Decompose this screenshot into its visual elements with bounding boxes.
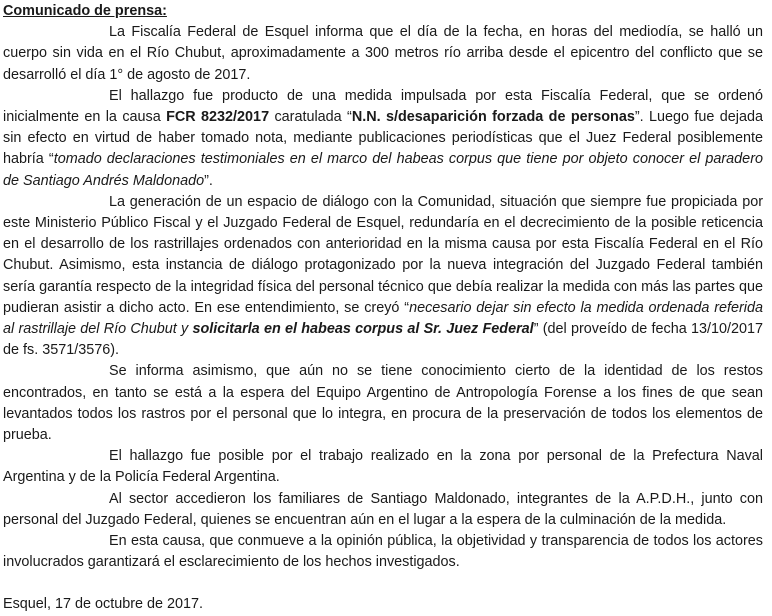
text-run: El hallazgo fue posible por el trabajo realizado en la zona por personal de la Prefectura Naval Argentina y de la Policía Federal Argentina. (3, 448, 763, 486)
paragraph (3, 192, 763, 362)
text-run: Al sector accedieron los familiares de Santiago Maldonado, integrantes de la A.P.D.H., junto con personal del Juzgado Federal, quienes se encuentran aún en el lugar a la espera de la culminación de la medida. (3, 490, 763, 528)
text-run: El hallazgo fue producto de una medida impulsada por esta Fiscalía Federal, que se ordenó inicialmente en la causa (3, 87, 763, 126)
text-run: FCR 8232/2017 (166, 109, 270, 126)
text-run: N.N. s/desaparición forzada de personas (351, 109, 635, 126)
paragraph (3, 531, 763, 573)
text-run: ”. Luego fue dejada sin efecto en virtud de haber tomado nota, mediante publicaciones periodísticas que el Juez Federal posiblemente habría “ (3, 109, 763, 168)
text-run: necesario dejar sin efecto la medida ordenada referida al rastrillaje del Río Chubut y (3, 299, 763, 338)
paragraph (3, 489, 763, 531)
text-run: La generación de un espacio de diálogo con la Comunidad, situación que siempre fue propiciada por este Ministerio Público Fiscal y el Juzgado Federal de Esquel, redundaría en el decrecimiento de la posible reticencia en el desarrollo de los rastrillajes ordenados con anterioridad en la misma causa por esta Fiscalía Federal en el Río Chubut. Asimismo, esta instancia de diálogo protagonizado por la nueva integración del Juzgado Federal también sería garantía respecto de la integridad física del personal técnico que debía realizar la medida con más las partes que pudieran asistir a dicho acto. En ese entendimiento, se creyó “ (3, 193, 763, 316)
paragraph (3, 86, 763, 192)
text-run: ”. (204, 172, 213, 189)
text-run: ” (del proveído de fecha 13/10/2017 de fs. 3571/3576). (3, 321, 763, 359)
text-run: La Fiscalía Federal de Esquel informa que el día de la fecha, en horas del mediodía, se halló un cuerpo sin vida en el Río Chubut, aproximadamente a 300 metros río arriba desde el epicentro del conflicto que se desarrolló el día 1° de agosto de 2017. (3, 24, 763, 83)
press-release-title: Comunicado de prensa: (3, 3, 167, 19)
paragraph (3, 446, 763, 488)
text-run: tomado declaraciones testimoniales en el marco del habeas corpus que tiene por objeto conocer el paradero de Santiago Andrés Maldonado (3, 151, 763, 189)
text-run: En esta causa, que conmueve a la opinión pública, la objetividad y transparencia de todos los actores involucrados garantizará el esclarecimiento de los hechos investigados. (3, 533, 763, 571)
paragraph (3, 361, 763, 446)
paragraph (3, 22, 763, 86)
text-run: caratulada “ (269, 109, 352, 126)
text-run: solicitarla en el habeas corpus al Sr. Juez Federal (192, 321, 534, 338)
date-line: Esquel, 17 de octubre de 2017. (3, 596, 204, 613)
text-run: Se informa asimismo, que aún no se tiene conocimiento cierto de la identidad de los restos encontrados, en tanto se está a la espera del Equipo Argentino de Antropología Forense a los fines de que sean levantados todos los rastros por el personal que lo integra, en procura de la preservación de todos los elementos de prueba. (3, 363, 763, 444)
